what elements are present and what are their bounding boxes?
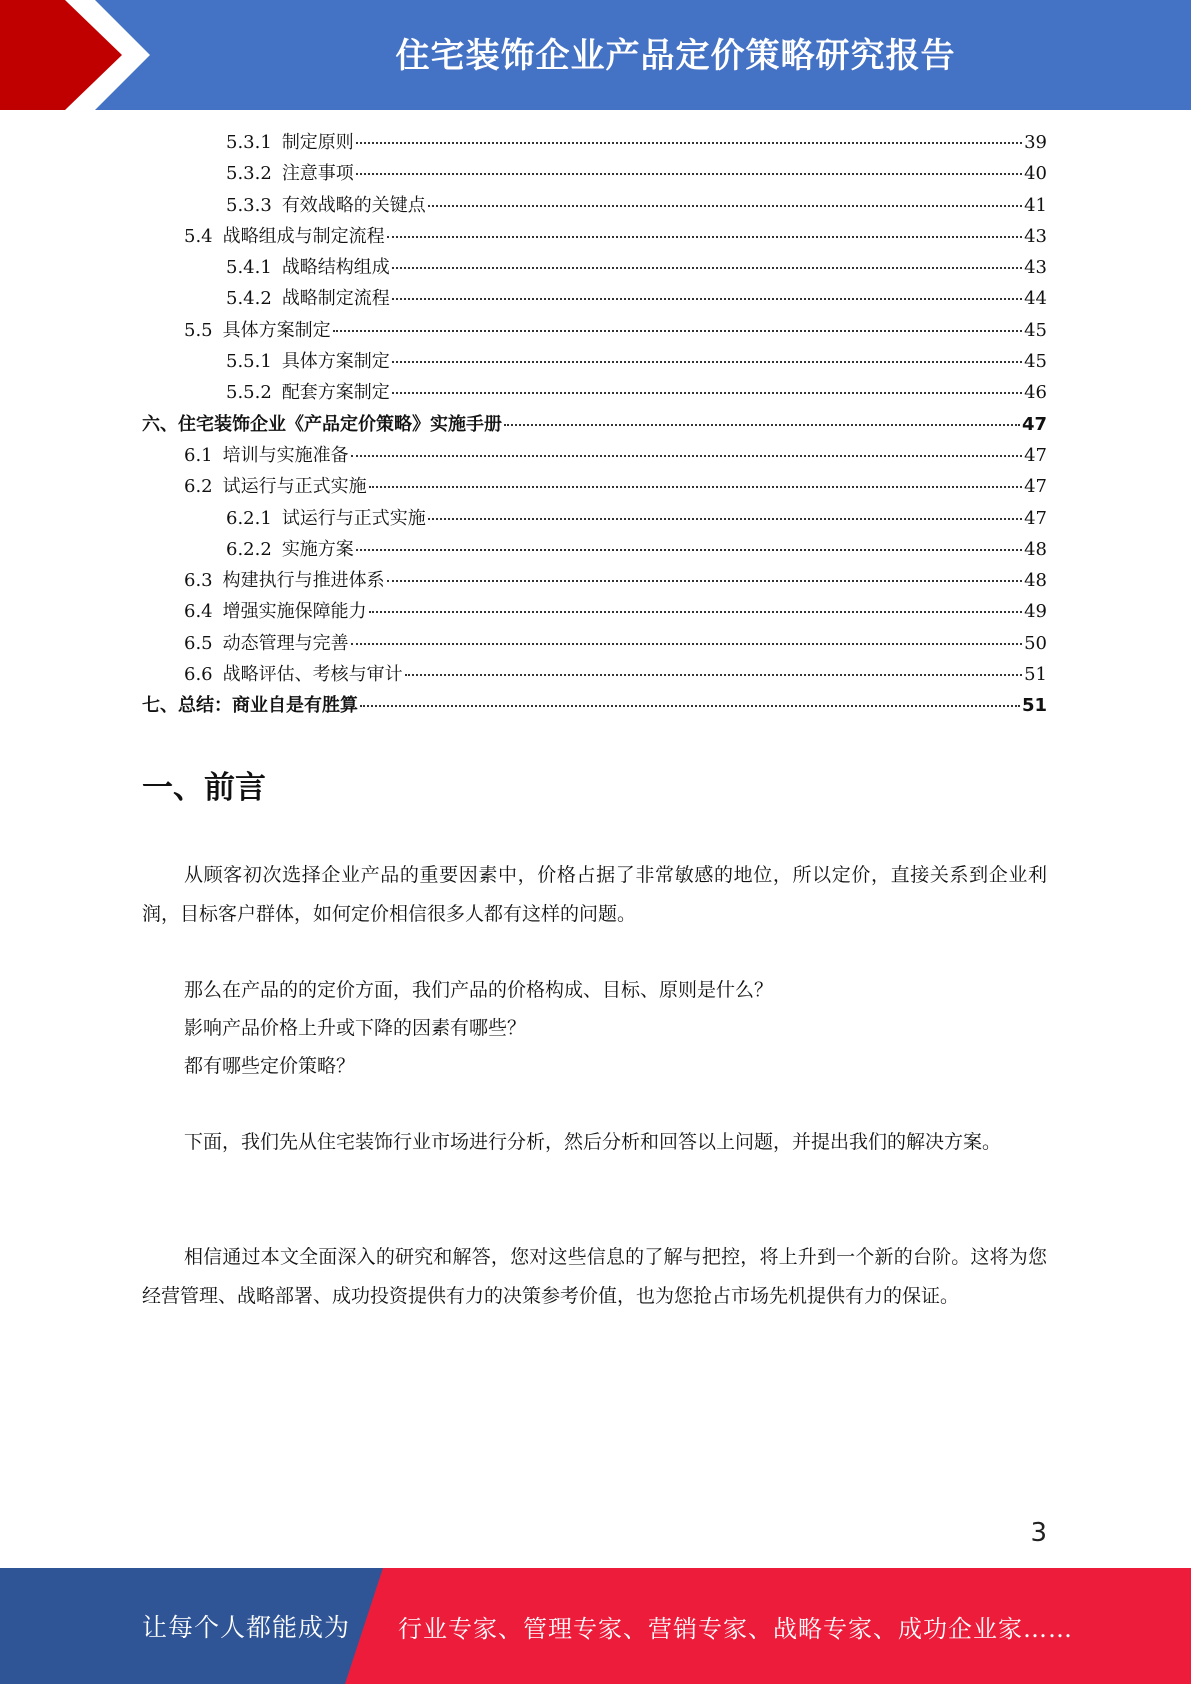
- page-footer: [0, 1568, 1191, 1684]
- header-arrow-decoration: [0, 0, 150, 110]
- toc-entry-title: 培训与实施准备: [222, 444, 349, 466]
- toc-entry[interactable]: [142, 191, 1047, 222]
- toc-dot-leader: [392, 361, 1022, 363]
- toc-dot-leader: [428, 205, 1022, 207]
- toc-entry-page: 43: [1024, 225, 1047, 247]
- toc-entry-page: 45: [1024, 319, 1047, 341]
- question-line-3: 都有哪些定价策略？: [184, 1055, 356, 1077]
- toc-entry-title: 增强实施保障能力: [222, 601, 367, 623]
- toc-dot-leader: [356, 549, 1022, 551]
- toc-dot-leader: [405, 674, 1022, 676]
- toc-entry-title: 战略制定流程: [281, 288, 390, 310]
- toc-entry-title: 试运行与正式实施: [281, 507, 426, 529]
- toc-entry[interactable]: [142, 222, 1047, 253]
- page-header: [0, 0, 1191, 110]
- toc-entry-number: 5.5.1: [226, 351, 272, 373]
- toc-entry-title: 配套方案制定: [281, 382, 390, 404]
- toc-entry-title: 有效战略的关键点: [281, 194, 426, 216]
- toc-entry[interactable]: [142, 629, 1047, 660]
- toc-entry[interactable]: [142, 128, 1047, 159]
- toc-entry-title: 动态管理与完善: [222, 632, 349, 654]
- toc-entry-page: 47: [1021, 413, 1047, 435]
- toc-dot-leader: [360, 705, 1020, 707]
- toc-entry[interactable]: [142, 316, 1047, 347]
- toc-entry[interactable]: [142, 441, 1047, 472]
- toc-entry[interactable]: [142, 660, 1047, 691]
- toc-entry-number: 5.3.2: [226, 163, 272, 185]
- section-heading: 一、前言: [142, 770, 266, 806]
- toc-entry-title: 具体方案制定: [281, 351, 390, 373]
- toc-entry[interactable]: [142, 159, 1047, 190]
- toc-dot-leader: [369, 486, 1022, 488]
- table-of-contents: [142, 128, 1047, 723]
- toc-entry-page: 51: [1021, 695, 1047, 717]
- toc-entry[interactable]: [142, 284, 1047, 315]
- toc-entry-title: 试运行与正式实施: [222, 476, 367, 498]
- intro-paragraph-3: 相信通过本文全面深入的研究和解答，您对这些信息的了解与把控，将上升到一个新的台阶。这将为您经营管理、战略部署、成功投资提供有力的决策参考价值，也为您抢占市场先机提供有力的保证。: [142, 1246, 1047, 1307]
- toc-entry-page: 44: [1024, 288, 1047, 310]
- toc-entry[interactable]: [142, 472, 1047, 503]
- toc-entry-title: 具体方案制定: [222, 319, 331, 341]
- toc-entry-number: 6.2.1: [226, 507, 272, 529]
- toc-entry-page: 40: [1024, 163, 1047, 185]
- toc-entry-title: 战略评估、考核与审计: [222, 664, 403, 686]
- toc-entry-page: 45: [1024, 351, 1047, 373]
- toc-entry-page: 47: [1024, 507, 1047, 529]
- toc-entry-number: 6.4: [184, 601, 213, 623]
- footer-slogan-right: 行业专家、管理专家、营销专家、战略专家、成功企业家……: [398, 1615, 1073, 1643]
- toc-dot-leader: [504, 424, 1020, 426]
- toc-entry-number: 6.2.2: [226, 538, 272, 560]
- question-line-1: 那么在产品的的定价方面，我们产品的价格构成、目标、原则是什么？: [184, 979, 774, 1001]
- toc-entry-title: 战略结构组成: [281, 257, 390, 279]
- toc-entry[interactable]: [142, 597, 1047, 628]
- toc-entry-page: 47: [1024, 444, 1047, 466]
- toc-entry-number: 6.2: [184, 476, 213, 498]
- toc-dot-leader: [369, 611, 1022, 613]
- toc-entry[interactable]: [142, 504, 1047, 535]
- toc-entry-page: 48: [1024, 570, 1047, 592]
- toc-dot-leader: [392, 298, 1022, 300]
- toc-entry-title: 实施方案: [281, 538, 354, 560]
- toc-entry-page: 48: [1024, 538, 1047, 560]
- footer-slogan-left: 让每个人都能成为: [142, 1613, 351, 1642]
- toc-entry-number: 5.5.2: [226, 382, 272, 404]
- toc-entry-number: 5.4.1: [226, 257, 272, 279]
- toc-entry-page: 47: [1024, 476, 1047, 498]
- toc-entry-title: 构建执行与推进体系: [222, 570, 385, 592]
- toc-entry-page: 39: [1024, 132, 1047, 153]
- toc-entry-page: 51: [1024, 664, 1047, 686]
- toc-entry-page: 41: [1024, 194, 1047, 216]
- report-title: 住宅装饰企业产品定价策略研究报告: [395, 36, 956, 76]
- toc-entry-number: 6.6: [184, 664, 213, 686]
- toc-entry[interactable]: [142, 566, 1047, 597]
- toc-entry[interactable]: [142, 410, 1047, 441]
- toc-entry-number: 5.4.2: [226, 288, 272, 310]
- toc-entry-title: 注意事项: [281, 163, 354, 185]
- toc-entry-number: 6.5: [184, 632, 213, 654]
- toc-dot-leader: [351, 643, 1022, 645]
- toc-entry-page: 49: [1024, 601, 1047, 623]
- toc-entry[interactable]: [142, 691, 1047, 722]
- toc-entry[interactable]: [142, 378, 1047, 409]
- toc-entry-title: 制定原则: [281, 132, 354, 153]
- intro-paragraph-1: 从顾客初次选择企业产品的重要因素中，价格占据了非常敏感的地位，所以定价，直接关系到企业利润，目标客户群体，如何定价相信很多人都有这样的问题。: [142, 864, 1047, 925]
- toc-entry-number: 6.3: [184, 570, 213, 592]
- toc-entry[interactable]: [142, 347, 1047, 378]
- toc-dot-leader: [333, 330, 1022, 332]
- toc-dot-leader: [356, 173, 1022, 175]
- toc-dot-leader: [387, 236, 1022, 238]
- toc-entry[interactable]: [142, 535, 1047, 566]
- toc-entry-title: 战略组成与制定流程: [222, 225, 385, 247]
- toc-dot-leader: [351, 455, 1022, 457]
- toc-dot-leader: [392, 267, 1022, 269]
- toc-entry-page: 46: [1024, 382, 1047, 404]
- toc-entry-number: 5.3.1: [226, 132, 272, 153]
- page-number: 3: [1030, 1518, 1047, 1548]
- toc-entry-page: 50: [1024, 632, 1047, 654]
- toc-dot-leader: [428, 518, 1022, 520]
- toc-entry-number: 6.1: [184, 444, 213, 466]
- toc-dot-leader: [387, 580, 1022, 582]
- intro-paragraph-2: 下面，我们先从住宅装饰行业市场进行分析，然后分析和回答以上问题，并提出我们的解决方案。: [184, 1131, 1002, 1153]
- toc-entry-number: 5.3.3: [226, 194, 272, 216]
- toc-entry-title: 六、住宅装饰企业《产品定价策略》实施手册: [142, 413, 502, 435]
- toc-entry-number: 5.4: [184, 225, 213, 247]
- toc-entry-page: 43: [1024, 257, 1047, 279]
- toc-entry-number: 5.5: [184, 319, 213, 341]
- toc-entry[interactable]: [142, 253, 1047, 284]
- toc-entry-title: 七、总结：商业自是有胜算: [142, 695, 358, 717]
- question-line-2: 影响产品价格上升或下降的因素有哪些？: [184, 1017, 527, 1039]
- toc-dot-leader: [392, 392, 1022, 394]
- toc-dot-leader: [356, 142, 1022, 144]
